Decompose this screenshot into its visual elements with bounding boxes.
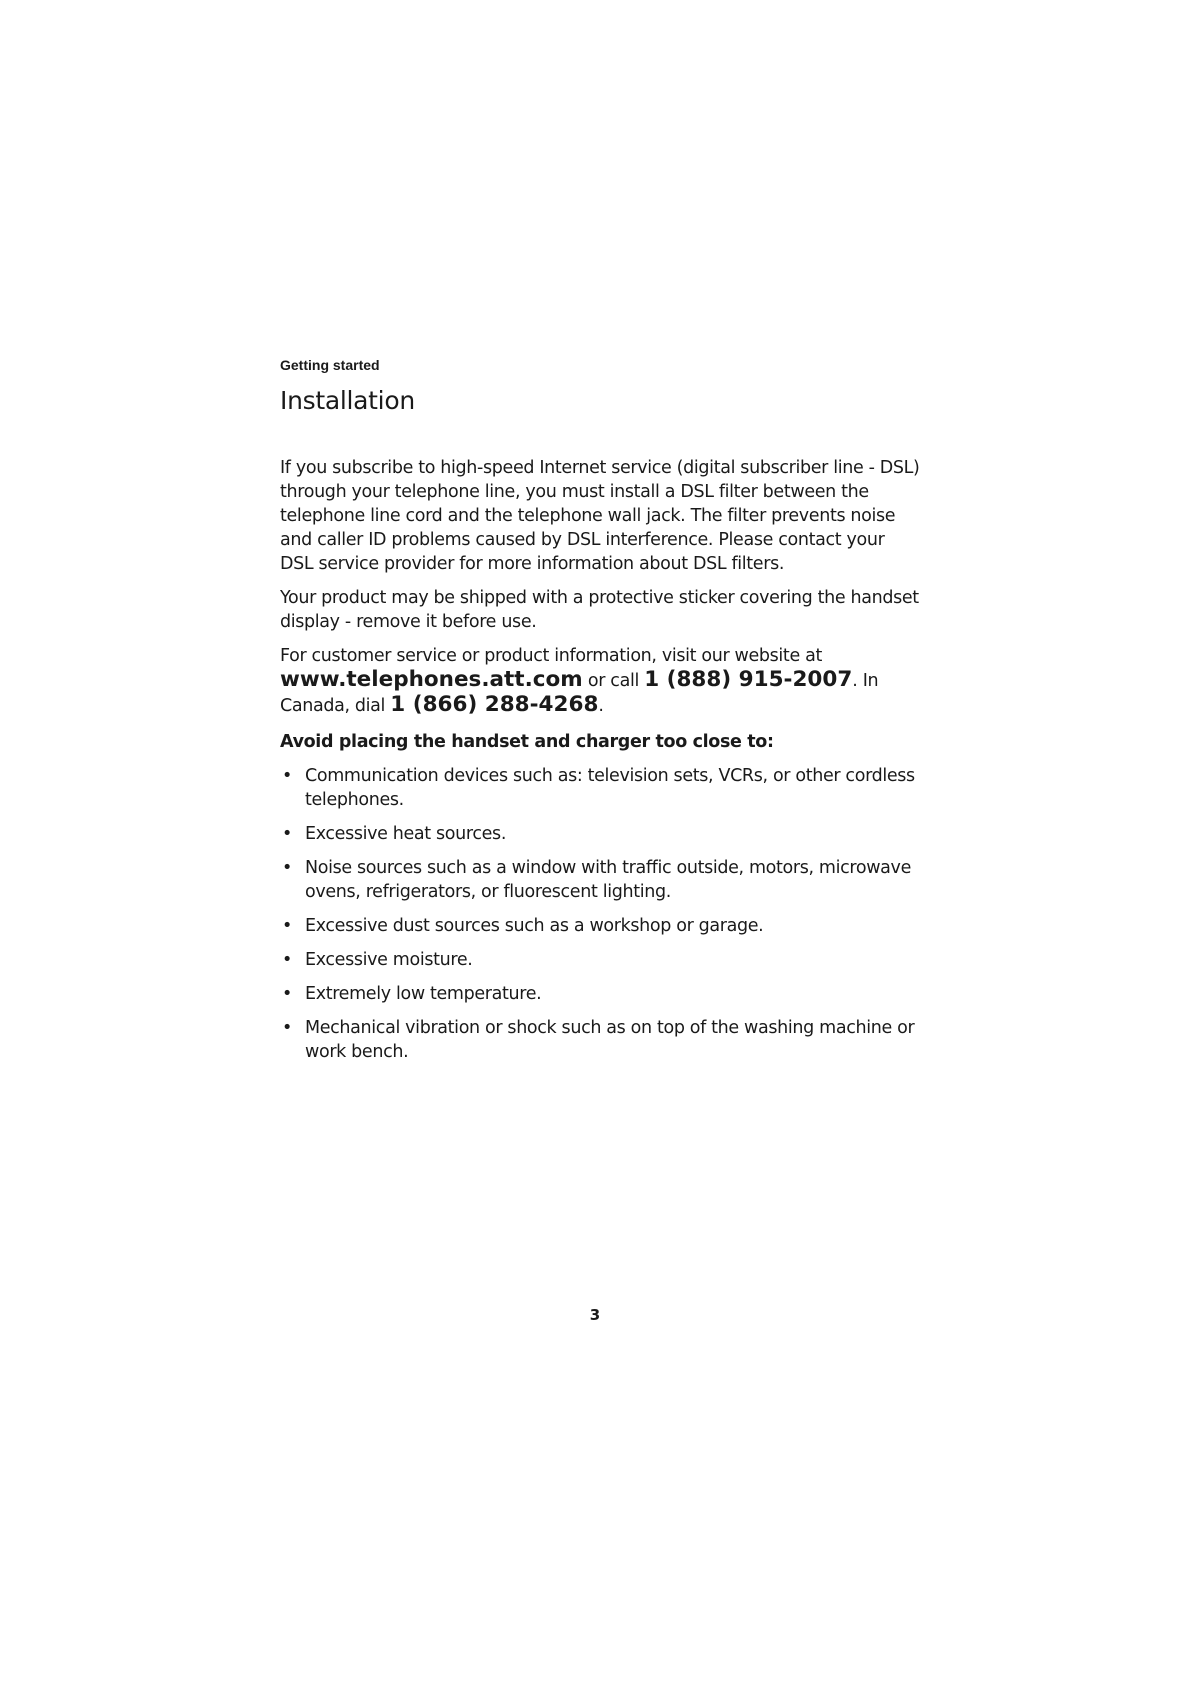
avoid-heading: Avoid placing the handset and charger too close to: xyxy=(280,732,774,752)
bullet-icon: • xyxy=(282,824,292,844)
contact-or-call: or call xyxy=(582,671,645,691)
contact-intro: For customer service or product information, visit our website at xyxy=(280,646,822,666)
list-item-text: Extremely low temperature. xyxy=(305,984,542,1004)
contact-paragraph xyxy=(280,644,920,718)
list-item xyxy=(280,822,920,846)
list-item-text: Excessive dust sources such as a workshop or garage. xyxy=(305,916,764,936)
list-item xyxy=(280,948,920,972)
bullet-icon: • xyxy=(282,950,292,970)
page-content xyxy=(280,356,920,1074)
list-item xyxy=(280,856,920,904)
bullet-icon: • xyxy=(282,1018,292,1038)
website-link[interactable]: www.telephones.att.com xyxy=(280,667,583,692)
contact-end: . xyxy=(598,696,604,716)
list-item xyxy=(280,982,920,1006)
canada-phone-number: 1 (866) 288-4268 xyxy=(390,692,599,717)
list-item-text: Excessive moisture. xyxy=(305,950,473,970)
list-item-text: Noise sources such as a window with traffic outside, motors, microwave ovens, refrigerators, or fluorescent lighting. xyxy=(305,858,911,902)
bullet-icon: • xyxy=(282,984,292,1004)
dsl-paragraph: If you subscribe to high-speed Internet service (digital subscriber line - DSL) through your telephone line, you must install a DSL filter between the telephone line cord and the telephone wall jack. The filter prevents noise and caller ID problems caused by DSL interference. Please contact your DSL service provider for more information about DSL filters. xyxy=(280,458,920,574)
list-item-text: Excessive heat sources. xyxy=(305,824,507,844)
list-item-text: Mechanical vibration or shock such as on top of the washing machine or work bench. xyxy=(305,1018,915,1062)
list-item-text: Communication devices such as: television sets, VCRs, or other cordless telephones. xyxy=(305,766,915,810)
list-item xyxy=(280,914,920,938)
sticker-paragraph: Your product may be shipped with a protective sticker covering the handset display - remove it before use. xyxy=(280,588,919,632)
contact-canada-text: . In Canada, dial xyxy=(280,671,879,716)
us-phone-number: 1 (888) 915-2007 xyxy=(644,667,853,692)
bullet-icon: • xyxy=(282,916,292,936)
list-item xyxy=(280,1016,920,1064)
bullet-icon: • xyxy=(282,766,292,786)
page-number: 3 xyxy=(589,1306,601,1324)
avoid-list xyxy=(280,764,920,1064)
section-label: Getting started xyxy=(280,357,380,373)
page-title: Installation xyxy=(280,386,415,415)
bullet-icon: • xyxy=(282,858,292,878)
list-item xyxy=(280,764,920,812)
